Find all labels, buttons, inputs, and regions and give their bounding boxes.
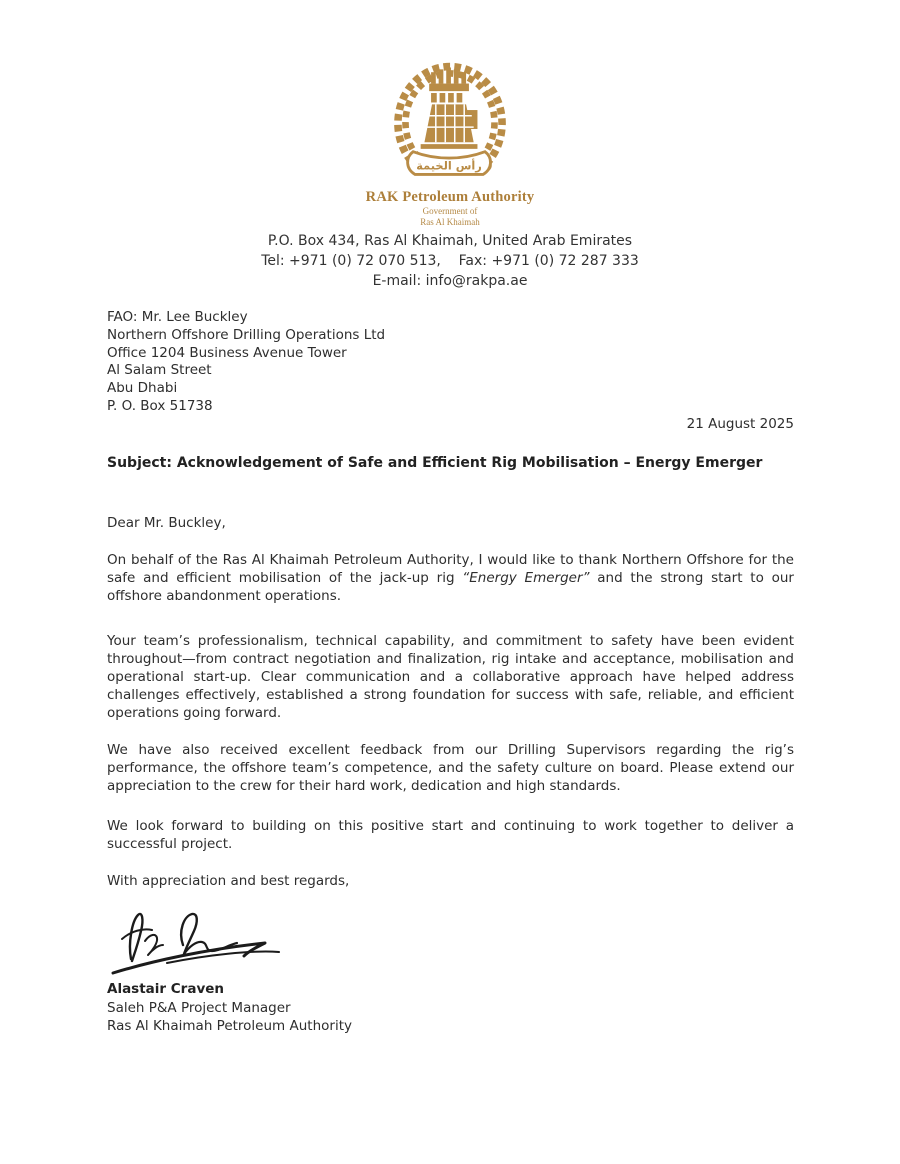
signer-title: Saleh P&A Project Manager <box>107 999 291 1016</box>
recipient-line: FAO: Mr. Lee Buckley <box>107 309 248 325</box>
paragraph-1-text: On behalf of the Ras Al Khaimah Petroleum Authority, I would like to thank Northern Offshore for the safe and efficient mobilisation of the jack-up rig <box>107 552 794 586</box>
contact-block <box>0 231 900 291</box>
paragraph-1-text: and the strong start to our offshore abandonment operations. <box>107 570 794 604</box>
signer-block <box>107 980 794 1036</box>
paragraph-3: We have also received excellent feedback from our Drilling Supervisors regarding the rig’s performance, the offshore team’s competence, and the safety culture on board. Please extend our appreciation to the crew for their hard work, dedication and high standards. <box>107 742 794 794</box>
signature-area <box>107 903 794 983</box>
paragraph-2: Your team’s professionalism, technical capability, and commitment to safety have been evident throughout—from contract negotiation and finalization, rig intake and acceptance, mobilisation and operational start-up. Clear communication and a collaborative approach have helped address challenges effectively, established a strong foundation for success with safe, reliable, and efficient operations going forward. <box>107 633 794 721</box>
paragraph-1 <box>107 551 794 605</box>
gov-line-1: Government of <box>422 206 478 216</box>
org-title: RAK Petroleum Authority <box>365 189 535 205</box>
contact-email: E-mail: info@rakpa.ae <box>372 273 528 289</box>
letterhead <box>0 36 900 228</box>
recipient-line: Al Salam Street <box>107 362 212 379</box>
paragraph-4: We look forward to building on this positive start and continuing to work together to deliver a successful project. <box>107 818 794 852</box>
subject-line: Subject: Acknowledgement of Safe and Efficient Rig Mobilisation – Energy Emerger <box>107 455 763 471</box>
recipient-block <box>107 309 794 416</box>
contact-address: P.O. Box 434, Ras Al Khaimah, United Arab Emirates <box>267 233 633 249</box>
gov-line-2: Ras Al Khaimah <box>420 217 480 227</box>
recipient-line: Office 1204 Business Avenue Tower <box>107 344 347 361</box>
rak-petroleum-authority-emblem-icon <box>379 36 521 186</box>
signer-organisation: Ras Al Khaimah Petroleum Authority <box>107 1018 352 1034</box>
rig-name: “Energy Emerger” <box>462 570 590 586</box>
signer-name: Alastair Craven <box>107 981 225 997</box>
arabic-banner-text: رأس الخيمة <box>416 158 482 173</box>
handwritten-signature-icon <box>107 903 297 981</box>
contact-tel-fax: Tel: +971 (0) 72 070 513, Fax: +971 (0) 72 287 333 <box>261 253 639 269</box>
letter-date: 21 August 2025 <box>686 416 794 432</box>
recipient-line: P. O. Box 51738 <box>107 397 213 414</box>
recipient-line: Abu Dhabi <box>107 380 178 397</box>
closing-line: With appreciation and best regards, <box>107 873 350 889</box>
recipient-line: Northern Offshore Drilling Operations Ltd <box>107 326 386 343</box>
salutation: Dear Mr. Buckley, <box>107 515 226 531</box>
arabic-banner <box>408 152 491 175</box>
